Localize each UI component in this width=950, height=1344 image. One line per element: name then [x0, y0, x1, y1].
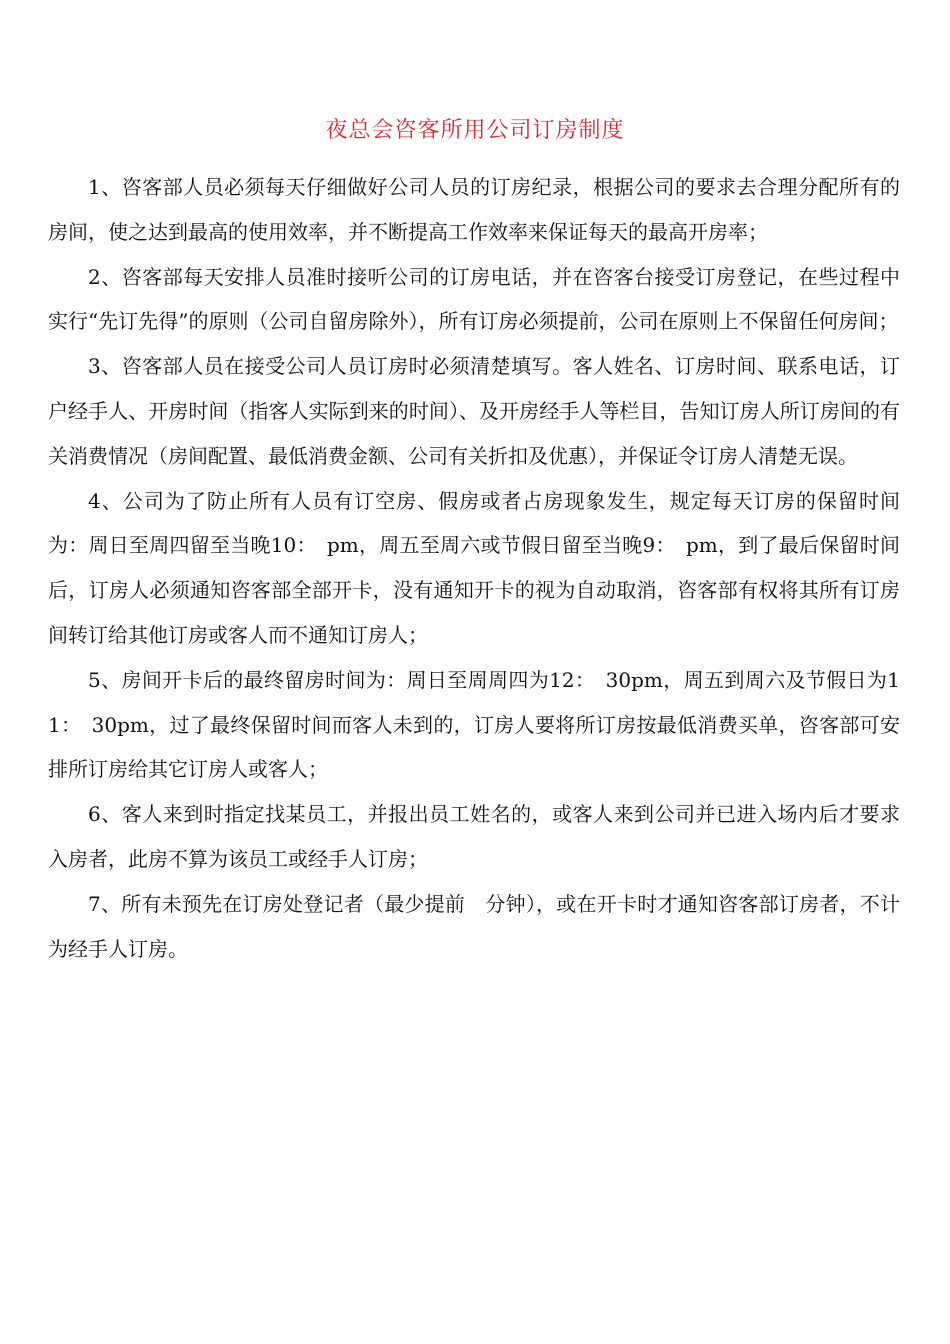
paragraph-7: 7、所有未预先在订房处登记者（最少提前 分钟），或在开卡时才通知咨客部订房者，不计为经手人订房。 [48, 891, 900, 961]
document-body [48, 165, 900, 971]
paragraph-2: 2、咨客部每天安排人员准时接听公司的订房电话，并在咨客台接受订房登记，在些过程中实行“先订先得”的原则（公司自留房除外），所有订房必须提前，公司在原则上不保留任何房间； [48, 264, 900, 334]
paragraph-3: 3、咨客部人员在接受公司人员订房时必须清楚填写。客人姓名、订房时间、联系电话，订户经手人、开房时间（指客人实际到来的时间）、及开房经手人等栏目，告知订房人所订房间的有关消费情况（房间配置、最低消费金额、公司有关折扣及优惠），并保证令订房人清楚无误。 [48, 354, 900, 468]
document-title: 夜总会咨客所用公司订房制度 [325, 118, 625, 143]
paragraph-4: 4、公司为了防止所有人员有订空房、假房或者占房现象发生，规定每天订房的保留时间为：周日至周四留至当晚10： pm，周五至周六或节假日留至当晚9： pm，到了最后保留时间后，订房人必须通知咨客部全部开卡，没有通知开卡的视为自动取消，咨客部有权将其所有订房间转订给其他订房或客人而不通知订房人； [48, 488, 900, 647]
paragraph-5: 5、房间开卡后的最终留房时间为：周日至周周四为12： 30pm，周五到周六及节假日为11： 30pm，过了最终保留时间而客人未到的，订房人要将所订房按最低消费买单，咨客部可安排所订房给其它订房人或客人； [48, 667, 900, 782]
paragraph-1: 1、咨客部人员必须每天仔细做好公司人员的订房纪录，根据公司的要求去合理分配所有的房间，使之达到最高的使用效率，并不断提高工作效率来保证每天的最高开房率； [48, 175, 900, 244]
paragraph-6: 6、客人来到时指定找某员工，并报出员工姓名的，或客人来到公司并已进入场内后才要求入房者，此房不算为该员工或经手人订房； [48, 802, 900, 871]
